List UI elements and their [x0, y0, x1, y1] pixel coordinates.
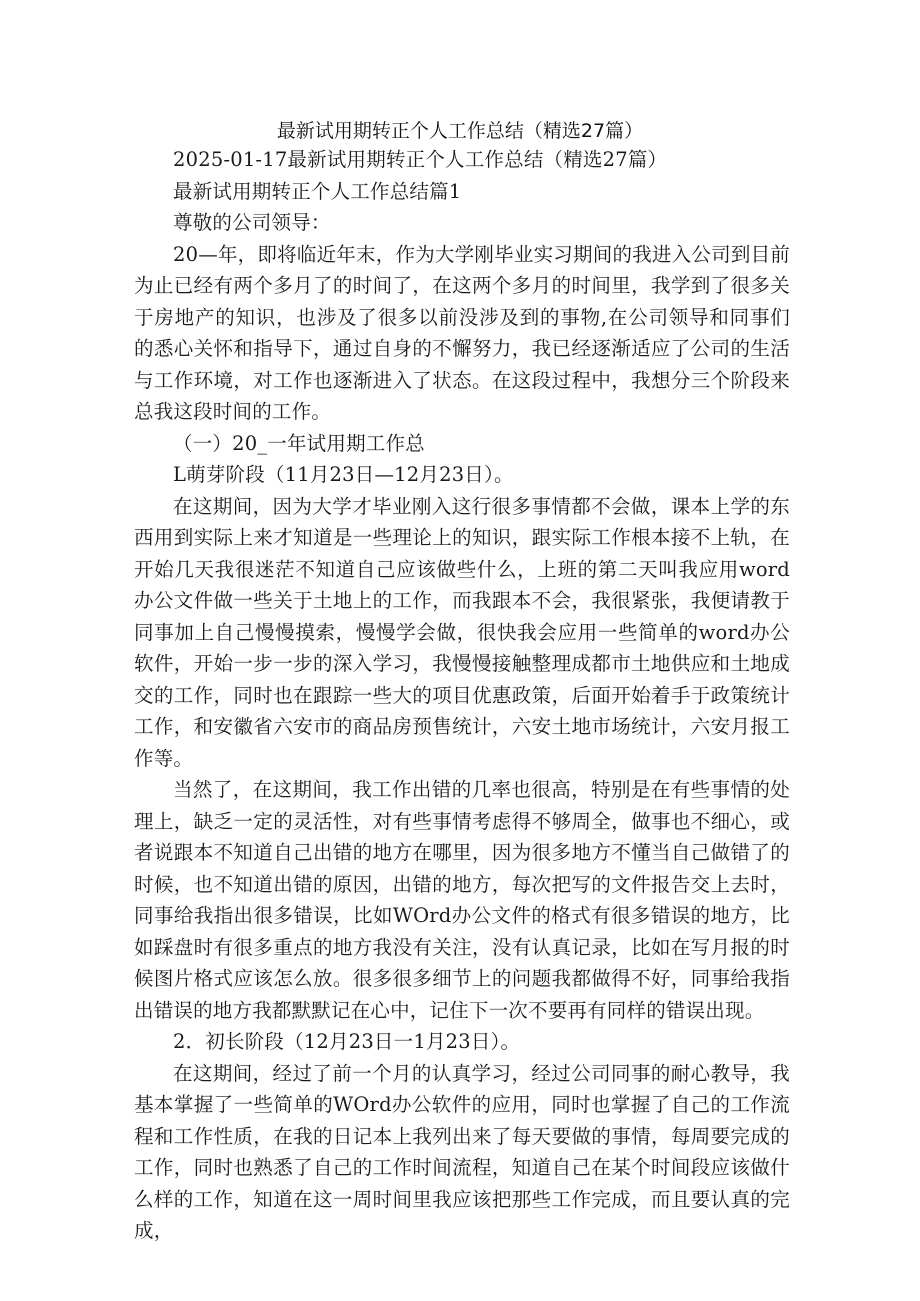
stage-heading: L萌芽阶段（11月23日—12月23日）。	[173, 463, 514, 486]
document-title: 最新试用期转正个人工作总结（精选27篇）	[276, 120, 644, 142]
body-paragraph: 当然了，在这期间，我工作出错的几率也很高，特别是在有些事情的处理上，缺乏一定的灵活性，对有些事情考虑得不够周全，做事也不细心，或者说跟本不知道自己出错的地方在哪里，因为很多地方不懂当自己做错了的时候，也不知道出错的原因，出错的地方，每次把写的文件报告交上去时，同事给我指出很多错误，比如WOrd办公文件的格式有很多错误的地方，比如踩盘时有很多重点的地方我没有关注，没有认真记录，比如在写月报的时候图片格式应该怎么放。很多很多细节上的问题我都做得不好，同事给我指出错误的地方我都默默记在心中，记住下一次不要再有同样的错误出现。	[134, 778, 790, 1022]
body-paragraph: 在这期间，经过了前一个月的认真学习，经过公司同事的耐心教导，我基本掌握了一些简单的WOrd办公软件的应用，同时也掌握了自己的工作流程和工作性质，在我的日记本上我列出来了每天要做的事情，每周要完成的工作，同时也熟悉了自己的工作时间流程，知道自己在某个时间段应该做什么样的工作，知道在这一周时间里我应该把那些工作完成，而且要认真的完成，	[134, 1061, 790, 1242]
document-body	[134, 144, 790, 1247]
body-paragraph: 在这期间，因为大学才毕业刚入这行很多事情都不会做，课本上学的东西用到实际上来才知道是一些理论上的知识，跟实际工作根本接不上轨，在开始几天我很迷茫不知道自己应该做些什么，上班的第二天叫我应用word办公文件做一些关于土地上的工作，而我跟本不会，我很紧张，我便请教于同事加上自己慢慢摸索，慢慢学会做，很快我会应用一些简单的word办公软件，开始一步一步的深入学习，我慢慢接触整理成都市土地供应和土地成交的工作，同时也在跟踪一些大的项目优惠政策，后面开始着手于政策统计工作，和安徽省六安市的商品房预售统计，六安土地市场统计，六安月报工作等。	[134, 494, 790, 770]
date-line: 2025-01-17最新试用期转正个人工作总结（精选27篇）	[173, 148, 668, 171]
stage-heading: 2．初长阶段（12月23日一1月23日）。	[173, 1030, 521, 1053]
subsection-heading: （一）20_一年试用期工作总	[173, 431, 425, 455]
body-paragraph: 20—年，即将临近年末，作为大学刚毕业实习期间的我进入公司到目前为止已经有两个多月了的时间了，在这两个多月的时间里，我学到了很多关于房地产的知识，也涉及了很多以前没涉及到的事物,在公司领导和同事们的悉心关怀和指导下，通过自身的不懈努力，我已经逐渐适应了公司的生活与工作环境，对工作也逐渐进入了状态。在这段过程中，我想分三个阶段来总我这段时间的工作。	[134, 242, 790, 423]
salutation: 尊敬的公司领导：	[173, 211, 331, 234]
section-heading: 最新试用期转正个人工作总结篇1	[173, 179, 462, 203]
